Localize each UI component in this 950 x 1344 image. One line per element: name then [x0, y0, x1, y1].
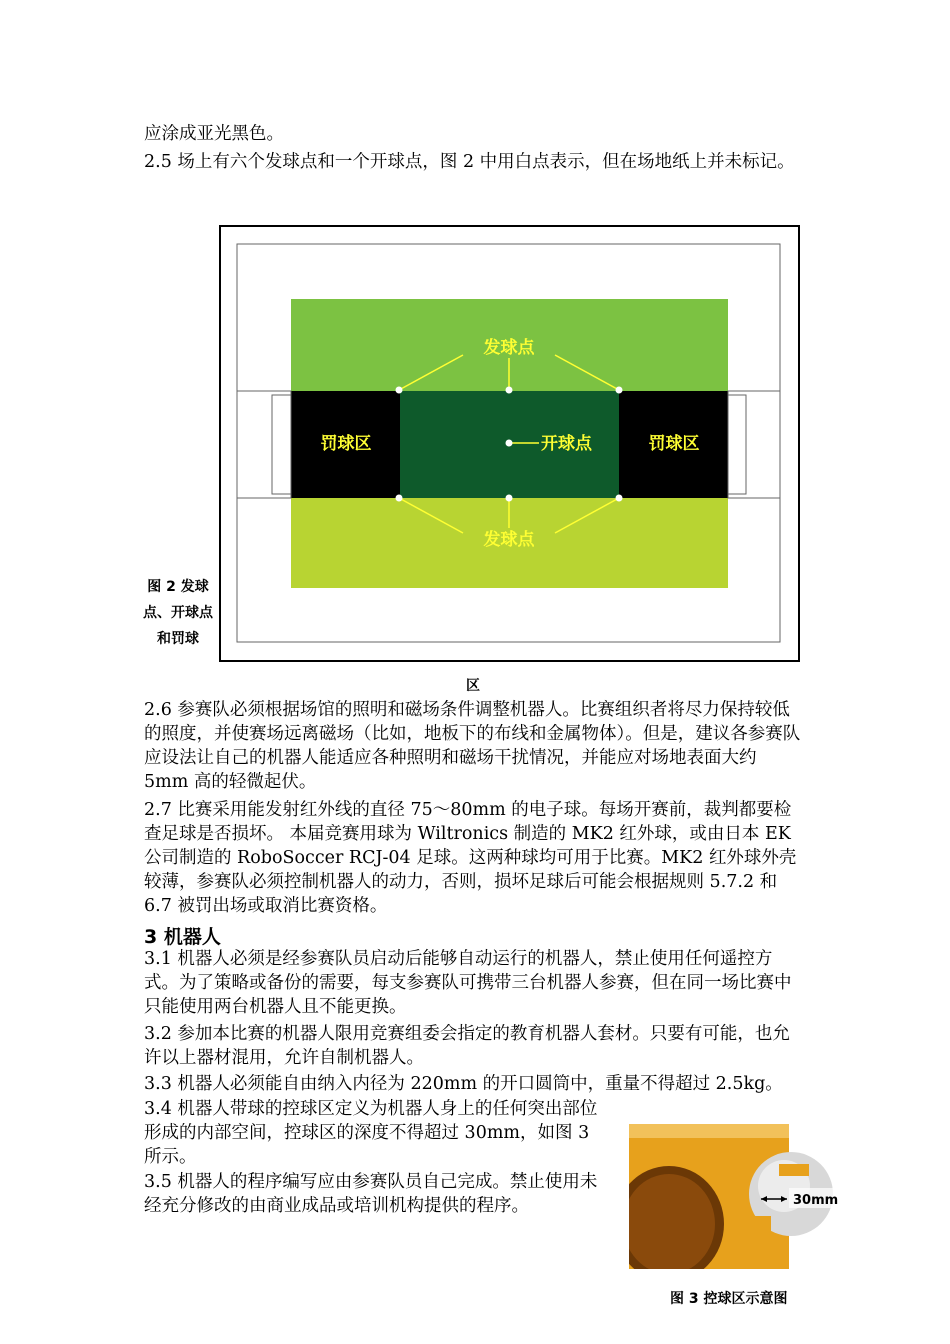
label-kickoff-spot: 开球点	[541, 434, 592, 454]
goal-right-inner	[728, 395, 746, 494]
paragraph-3-1: 3.1 机器人必须是经参赛队员启动后能够自动运行的机器人，禁止使用任何遥控方式。为了策略或备份的需要，每支参赛队可携带三台机器人参赛，但在同一场比赛中只能使用两台机器人且不能更换。	[144, 949, 792, 1017]
paragraph-2-6: 2.6 参赛队必须根据场馆的照明和磁场条件调整机器人。比赛组织者将尽力保持较低的照度，并使赛场远离磁场（比如，地板下的布线和金属物体）。但是，建议各参赛队应设法让自己的机器人能适应各种照明和磁场干扰情况，并能应对场地表面大约 5mm 高的轻微起伏。	[144, 700, 801, 792]
paragraph-3-4: 3.4 机器人带球的控球区定义为机器人身上的任何突出部位形成的内部空间，控球区的深度不得超过 30mm，如图 3 所示。	[144, 1099, 598, 1167]
paragraph-3-5: 3.5 机器人的程序编写应由参赛队员自己完成。禁止使用未经充分修改的由商业成品或培训机构提供的程序。	[144, 1172, 598, 1216]
kick-spot	[616, 495, 623, 502]
robot-protrusion-top	[779, 1164, 809, 1176]
measure-label: 30mm	[793, 1193, 839, 1208]
kickoff-spot	[506, 440, 513, 447]
kick-spot	[506, 387, 513, 394]
label-penalty-left: 罚球区	[320, 434, 372, 454]
paragraph-2-5: 2.5 场上有六个发球点和一个开球点，图 2 中用白点表示，但在场地纸上并未标记。	[144, 152, 795, 172]
paragraph-2-7: 2.7 比赛采用能发射红外线的直径 75～80mm 的电子球。每场开赛前，裁判都要检查足球是否损坏。 本届竞赛用球为 Wiltronics 制造的 MK2 红外球，或由日本 EK 公司制造的 RoboSoccer RCJ-04 足球。这两种球均可用于比赛。MK2 红外球外壳较薄，参赛队必须控制机器人的动力，否则，损坏足球后可能会根据规则 5.7.2 和 6.7 被罚出场或取消比赛资格。	[144, 800, 797, 916]
kick-spot	[616, 387, 623, 394]
robot-protrusion	[753, 1216, 771, 1232]
label-kick-spots-bottom: 发球点	[483, 530, 535, 550]
kick-spot	[396, 387, 403, 394]
kick-spot	[506, 495, 513, 502]
label-penalty-right: 罚球区	[648, 434, 700, 454]
figure-3-caption: 图 3 控球区示意图	[670, 1291, 788, 1307]
field-diagram	[219, 225, 800, 662]
ball-control-diagram	[629, 1124, 844, 1269]
paragraph-3-2: 3.2 参加本比赛的机器人限用竞赛组委会指定的教育机器人套材。只要有可能，也允许以上器材混用，允许自制机器人。	[144, 1024, 790, 1068]
kick-spot	[396, 495, 403, 502]
label-kick-spots-top: 发球点	[483, 338, 535, 358]
goal-left-inner	[272, 395, 291, 494]
paragraph-2-4-end: 应涂成亚光黑色。	[144, 124, 284, 144]
figure-2-caption-tail: 区	[466, 678, 480, 694]
section-heading-robots: 3 机器人	[144, 926, 221, 948]
figure-2-caption: 图 2 发球点、开球点和罚球	[143, 579, 213, 647]
paragraph-3-3: 3.3 机器人必须能自由纳入内径为 220mm 的开口圆筒中，重量不得超过 2.5kg。	[144, 1074, 783, 1094]
robot-top-edge	[629, 1124, 789, 1138]
